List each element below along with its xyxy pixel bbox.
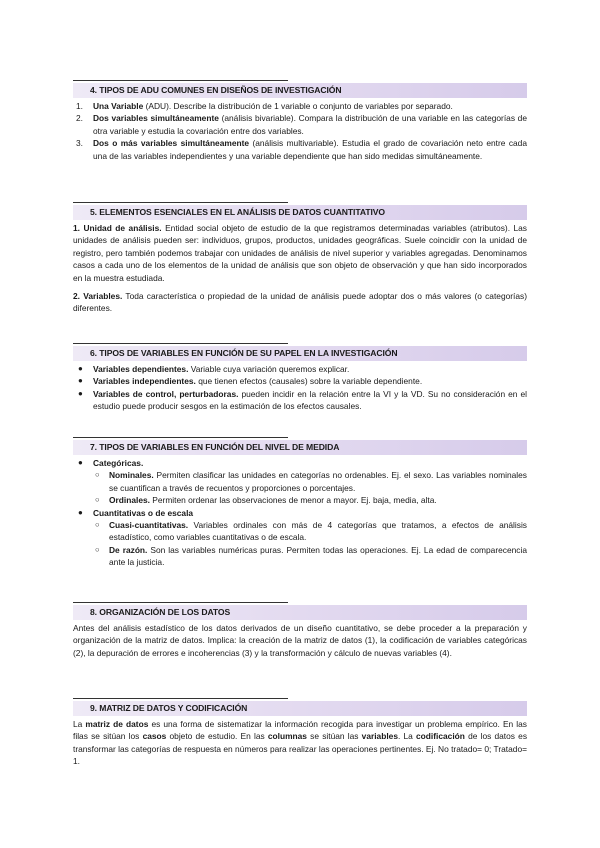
item-text: pueden incidir en la relación entre la VI y la VD. Su no consideración en el estudio puede producir sesgos en la estimación de los efectos causales. bbox=[93, 388, 527, 412]
item-text: (ADU). Describe la distribución de 1 variable o conjunto de variables por separado. bbox=[143, 101, 453, 111]
sub-list-item bbox=[73, 519, 527, 544]
section-body bbox=[73, 622, 527, 659]
sub-bullet-icon: ○ bbox=[95, 470, 100, 480]
paragraph-term: 2. Variables. bbox=[73, 291, 123, 302]
section-title: 8. ORGANIZACIÓN DE LOS DATOS bbox=[90, 607, 231, 617]
section-body bbox=[73, 100, 527, 162]
sub-bullet-icon: ○ bbox=[95, 544, 100, 554]
section-title: 9. MATRIZ DE DATOS Y CODIFICACIÓN bbox=[90, 703, 248, 713]
bold-term: matriz de datos bbox=[85, 719, 149, 729]
section-header bbox=[73, 701, 527, 716]
section-title: 5. ELEMENTOS ESENCIALES EN EL ANÁLISIS DE DATOS CUANTITATIVO bbox=[90, 207, 385, 217]
item-term: Dos o más variables simultáneamente bbox=[93, 138, 250, 149]
item-term: Nominales. bbox=[109, 470, 154, 481]
item-term: De razón. bbox=[109, 544, 148, 555]
sub-list-item bbox=[73, 469, 527, 494]
bold-term: codificación bbox=[416, 731, 465, 742]
section-body bbox=[73, 222, 527, 315]
item-number: 1. bbox=[76, 101, 83, 111]
sub-list-item bbox=[73, 494, 527, 506]
section-body bbox=[73, 457, 527, 569]
section-title: 7. TIPOS DE VARIABLES EN FUNCIÓN DEL NIVEL DE MEDIDA bbox=[90, 442, 340, 452]
item-text: Permiten clasificar las unidades en categorías no ordenables. Ej. el sexo. Las variables nominales se cuantifican a través de recuentos y proporciones o porcentajes. bbox=[109, 470, 527, 493]
text-run: es una forma de sistematizar la información recogida para investigar un problema empírico. En las filas se sitúan los bbox=[73, 719, 527, 742]
bullet-icon: ● bbox=[78, 507, 83, 517]
item-term: Una Variable bbox=[93, 101, 144, 111]
section-rule bbox=[73, 343, 288, 344]
item-term: Variables dependientes. bbox=[93, 364, 189, 374]
list-item bbox=[73, 100, 527, 112]
list-item bbox=[73, 507, 527, 519]
list-item bbox=[73, 112, 527, 137]
item-term: Ordinales. bbox=[109, 495, 150, 506]
item-text: Son las variables numéricas puras. Permiten todas las operaciones. Ej. La edad de comparecencia ante la justicia. bbox=[109, 544, 527, 568]
list-item bbox=[73, 388, 527, 413]
section-header bbox=[73, 605, 527, 620]
text-run: La bbox=[73, 719, 86, 729]
text-run: de los datos es transformar las categorías de respuesta en números para realizar las operaciones pertinentes. Ej. No tratado= 0; Tratado= 1. bbox=[73, 731, 528, 767]
text-run: . La bbox=[397, 731, 417, 742]
group-label: Cuantitativas o de escala bbox=[93, 507, 194, 518]
item-number: 2. bbox=[76, 113, 83, 124]
sub-bullet-icon: ○ bbox=[95, 520, 100, 530]
bold-term: variables bbox=[361, 731, 398, 742]
section-header bbox=[73, 346, 527, 361]
item-text: Variable cuya variación queremos explicar. bbox=[188, 364, 350, 374]
section-rule bbox=[73, 202, 288, 203]
section-body bbox=[73, 718, 527, 768]
list-item bbox=[73, 375, 527, 387]
paragraph: Antes del análisis estadístico de los datos derivados de un diseño cuantitativo, se debe proceder a la preparación y organización de la matriz de datos. Implica: la creación de la matriz de datos (1), la codificación de variables categóricas (2), la depuración de errores e incoherencias (3) y la transformación y cálculo de nuevas variables (4). bbox=[73, 623, 527, 658]
section-header bbox=[73, 205, 527, 220]
list-item bbox=[73, 363, 527, 375]
paragraph-text: Toda característica o propiedad de la unidad de análisis puede adoptar dos o más valores (o categorías) diferentes. bbox=[73, 291, 528, 314]
group-label: Categóricas. bbox=[93, 458, 144, 468]
section-title: 6. TIPOS DE VARIABLES EN FUNCIÓN DE SU PAPEL EN LA INVESTIGACIÓN bbox=[90, 348, 398, 358]
section-body bbox=[73, 363, 527, 413]
bold-term: columnas bbox=[267, 731, 307, 742]
list-item bbox=[73, 457, 527, 469]
paragraph-text: Entidad social objeto de estudio de la que registramos determinadas variables (atributos). Las unidades de análisis pueden ser: individuos, grupos, productos, unidades geográficas. Suele coincidir con la unidad de registro, pero también podemos trabajar con unidades de análisis de nivel superior y variables agregadas. Denominamos casos a cada uno de los elementos de la unidad de análisis que son objeto de observación y que han sido incorporados en la muestra estudiada. bbox=[73, 223, 527, 283]
paragraph-term: 1. Unidad de análisis. bbox=[73, 223, 162, 233]
item-term: Dos variables simultáneamente bbox=[93, 113, 219, 124]
sub-list-item bbox=[73, 544, 527, 569]
list-item bbox=[73, 137, 527, 162]
section-header bbox=[73, 83, 527, 98]
bold-term: casos bbox=[142, 731, 167, 742]
item-text: Variables ordinales con más de 4 categorías que tratamos, a efectos de análisis estadístico, como variables cuantitativas o de escala. bbox=[109, 520, 527, 543]
item-text: que tienen efectos (causales) sobre la variable dependiente. bbox=[195, 376, 423, 387]
item-text: Permiten ordenar las observaciones de menor a mayor. Ej. baja, media, alta. bbox=[149, 495, 437, 506]
section-rule bbox=[73, 437, 288, 438]
bullet-icon: ● bbox=[78, 376, 83, 386]
text-run: objeto de estudio. En las bbox=[166, 731, 268, 742]
section-rule bbox=[73, 698, 288, 699]
text-run: se sitúan las bbox=[306, 731, 362, 742]
paragraph bbox=[73, 222, 527, 284]
item-text: (análisis multivariable). Estudia el grado de covariación neto entre cada una de las variables independientes y una variable dependiente que han sido medidas simultáneamente. bbox=[93, 138, 527, 161]
section-rule bbox=[73, 602, 288, 603]
section-rule bbox=[73, 80, 288, 81]
bullet-icon: ● bbox=[78, 388, 83, 398]
bullet-icon: ● bbox=[78, 364, 83, 373]
item-number: 3. bbox=[76, 138, 83, 149]
paragraph bbox=[73, 718, 527, 768]
item-term: Variables de control, perturbadoras. bbox=[93, 388, 239, 399]
sub-bullet-icon: ○ bbox=[95, 495, 100, 505]
item-term: Cuasi-cuantitativas. bbox=[109, 520, 189, 531]
item-term: Variables independientes. bbox=[93, 376, 196, 387]
item-text: (análisis bivariable). Compara la distribución de una variable en las categorías de otra variable y estudia la covariación entre dos variables. bbox=[93, 113, 527, 136]
section-header bbox=[73, 440, 527, 455]
bullet-icon: ● bbox=[78, 458, 83, 467]
section-title: 4. TIPOS DE ADU COMUNES EN DISEÑOS DE INVESTIGACIÓN bbox=[90, 85, 342, 95]
paragraph bbox=[73, 290, 527, 315]
